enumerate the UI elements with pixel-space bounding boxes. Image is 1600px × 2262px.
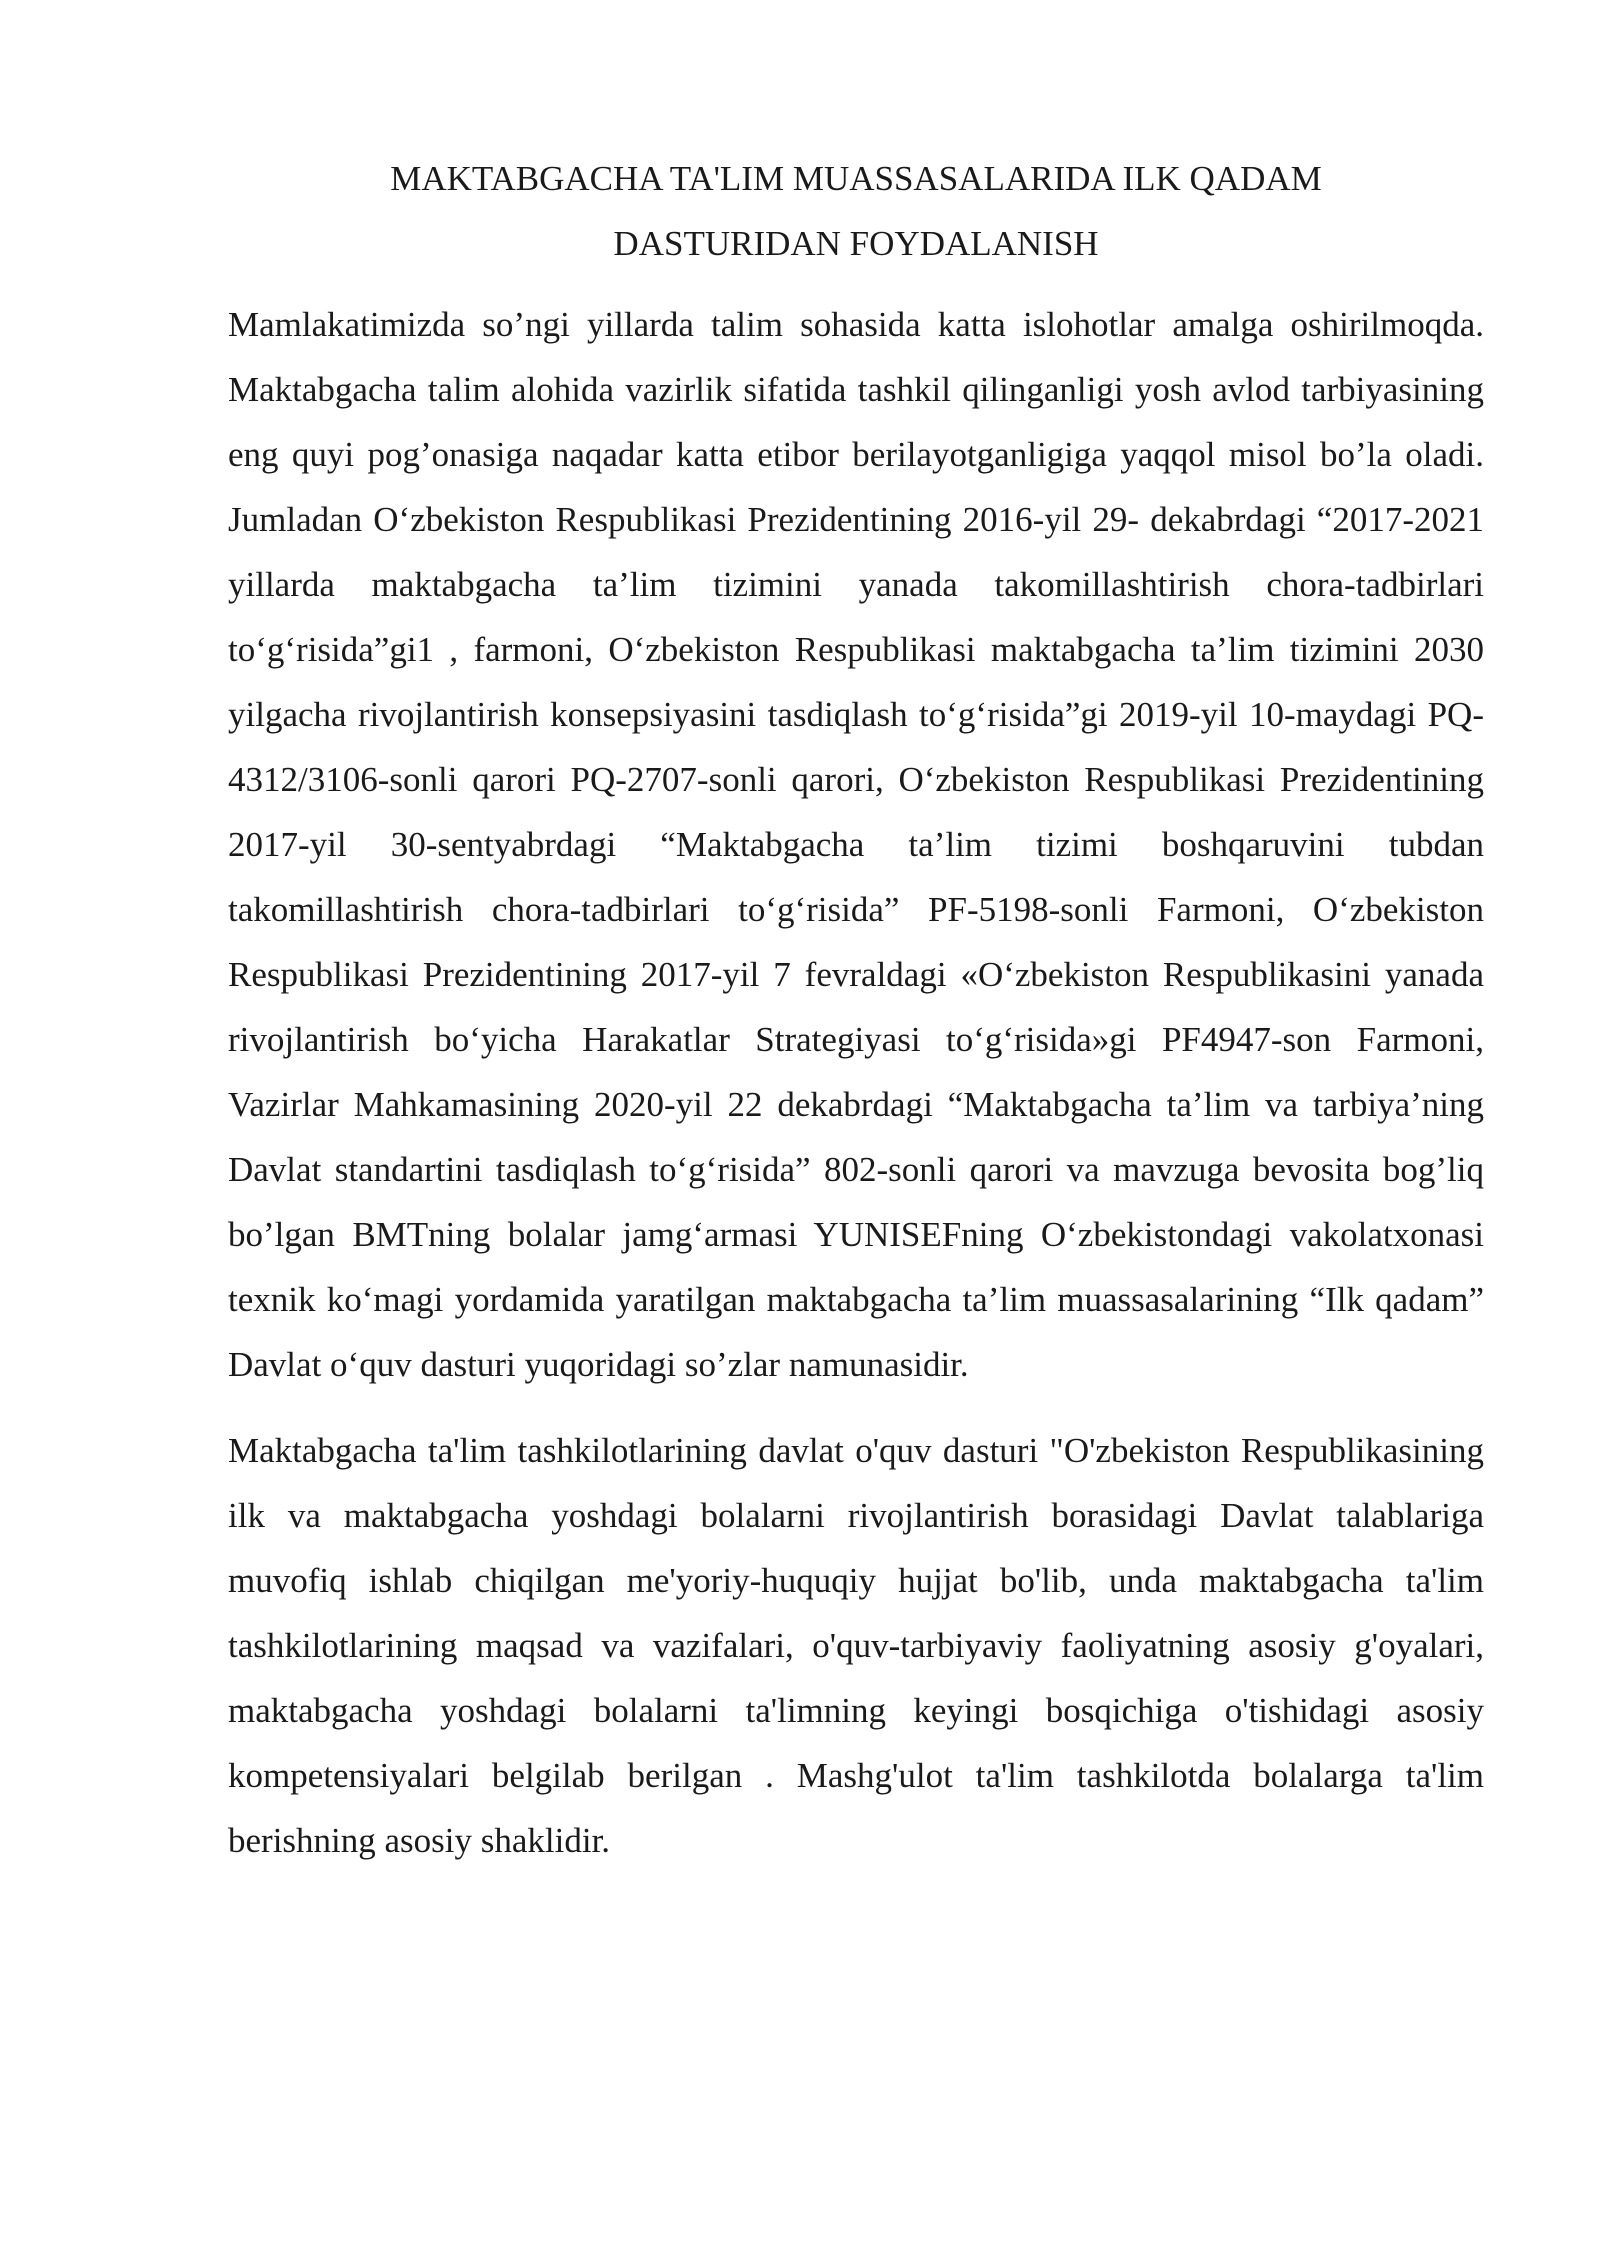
title-line-2: DASTURIDAN FOYDALANISH — [613, 224, 1099, 263]
paragraph-2: Maktabgacha ta'lim tashkilotlarining davlat o'quv dasturi "O'zbekiston Respublikasining ilk va maktabgacha yoshdagi bolalarni rivojlantirish borasidagi Davlat talablariga muvofiq ishlab chiqilgan me'yoriy-huquqiy hujjat bo'lib, unda maktabgacha ta'lim tashkilotlarining maqsad va vazifalari, o'quv-tarbiyaviy faoliyatning asosiy g'oyalari, maktabgacha yoshdagi bolalarni ta'limning keyingi bosqichiga o'tishidagi asosiy kompetensiyalari belgilab berilgan . Mashg'ulot ta'lim tashkilotda bolalarga ta'lim berishning asosiy shaklidir. — [228, 1431, 1484, 1860]
document-body — [228, 146, 1484, 1873]
document-title — [228, 146, 1484, 276]
paragraph-1: Mamlakatimizda so’ngi yillarda talim sohasida katta islohotlar amalga oshirilmoqda. Maktabgacha talim alohida vazirlik sifatida tashkil qilinganligi yosh avlod tarbiyasining eng quyi pog’onasiga naqadar katta etibor berilayotganligiga yaqqol misol bo’la oladi. Jumladan O‘zbekiston Respublikasi Prezidentining 2016-yil 29- dekabrdagi “2017-2021 yillarda maktabgacha ta’lim tizimini yanada takomillashtirish chora-tadbirlari to‘g‘risida”gi1 , farmoni, O‘zbekiston Respublikasi maktabgacha ta’lim tizimini 2030 yilgacha rivojlantirish konsepsiyasini tasdiqlash to‘g‘risida”gi 2019-yil 10-maydagi PQ-4312/3106-sonli qarori PQ-2707-sonli qarori, O‘zbekiston Respublikasi Prezidentining 2017-yil 30-sentyabrdagi “Maktabgacha ta’lim tizimi boshqaruvini tubdan takomillashtirish chora-tadbirlari to‘g‘risida” PF-5198-sonli Farmoni, O‘zbekiston Respublikasi Prezidentining 2017-yil 7 fevraldagi «O‘zbekiston Respublikasini yanada rivojlantirish bo‘yicha Harakatlar Strategiyasi to‘g‘risida»gi PF4947-son Farmoni, Vazirlar Mahkamasining 2020-yil 22 dekabrdagi “Maktabgacha ta’lim va tarbiya’ning Davlat standartini tasdiqlash to‘g‘risida” 802-sonli qarori va mavzuga bevosita bog’liq bo’lgan BMTning bolalar jamg‘armasi YUNISEFning O‘zbekistondagi vakolatxonasi texnik ko‘magi yordamida yaratilgan maktabgacha ta’lim muassasalarining “Ilk qadam” Davlat o‘quv dasturi yuqoridagi so’zlar namunasidir. — [228, 305, 1484, 1384]
title-line-1: MAKTABGACHA TA'LIM MUASSASALARIDA ILK QADAM — [390, 159, 1322, 198]
